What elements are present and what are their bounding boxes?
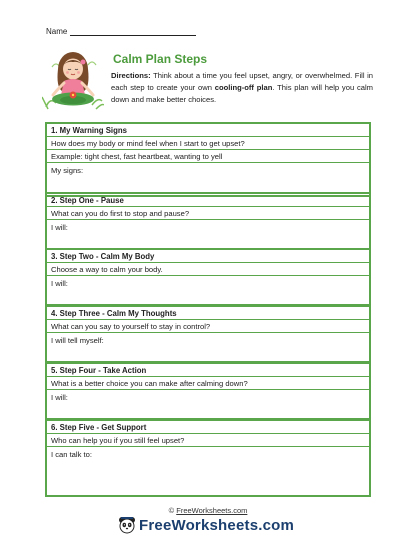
step-example: Example: tight chest, fast heartbeat, wanting to yell (47, 150, 369, 163)
name-field-row (46, 27, 196, 36)
step-answer-area[interactable] (47, 390, 369, 403)
step-heading: 6. Step Five - Get Support (47, 421, 369, 434)
step-heading: 4. Step Three - Calm My Thoughts (47, 307, 369, 320)
directions-body-end: . This plan will help you calm down and make better choices. (111, 83, 373, 105)
logo-text: FreeWorksheets.com (139, 516, 295, 534)
step-question: How does my body or mind feel when I start to get upset? (47, 137, 369, 150)
step-prompt: I will tell myself: (51, 336, 104, 345)
step-answer-area[interactable] (47, 220, 369, 233)
step-heading: 5. Step Four - Take Action (47, 364, 369, 377)
directions-body-start: Think about a time you feel upset, angry, or overwhelmed. Fill in each step to create your own (111, 71, 373, 93)
copyright-prefix: © (168, 506, 177, 515)
page-title: Calm Plan Steps (113, 52, 208, 66)
step-prompt: My signs: (51, 166, 84, 175)
step-box-calm-body (45, 248, 371, 306)
step-answer-area[interactable] (47, 163, 369, 176)
step-question: What can you do first to stop and pause? (47, 207, 369, 220)
step-heading: 3. Step Two - Calm My Body (47, 250, 369, 263)
step-prompt: I can talk to: (51, 450, 92, 459)
site-logo[interactable] (118, 516, 294, 534)
panda-icon (118, 516, 136, 534)
step-box-get-support (45, 419, 371, 497)
step-answer-area[interactable] (47, 276, 369, 289)
name-label: Name (46, 27, 68, 36)
footer-copyright (0, 506, 416, 515)
step-prompt: I will: (51, 393, 68, 402)
directions-label: Directions: (111, 71, 151, 80)
footer-link[interactable]: FreeWorksheets.com (176, 506, 248, 515)
directions-text (111, 70, 373, 107)
step-question: Choose a way to calm your body. (47, 263, 369, 276)
step-prompt: I will: (51, 279, 68, 288)
directions-emphasis: cooling-off plan (214, 83, 273, 93)
step-box-pause (45, 192, 371, 250)
step-box-take-action (45, 362, 371, 420)
meditating-girl-icon (42, 47, 104, 113)
step-question: What is a better choice you can make after calming down? (47, 377, 369, 390)
name-blank-line[interactable] (70, 27, 196, 36)
step-box-calm-thoughts (45, 305, 371, 363)
step-question: Who can help you if you still feel upset? (47, 434, 369, 447)
step-heading: 2. Step One - Pause (47, 194, 369, 207)
step-answer-area[interactable] (47, 333, 369, 346)
step-answer-area[interactable] (47, 447, 369, 460)
step-heading: 1. My Warning Signs (47, 124, 369, 137)
step-question: What can you say to yourself to stay in control? (47, 320, 369, 333)
step-box-warning-signs (45, 122, 371, 197)
step-prompt: I will: (51, 223, 68, 232)
